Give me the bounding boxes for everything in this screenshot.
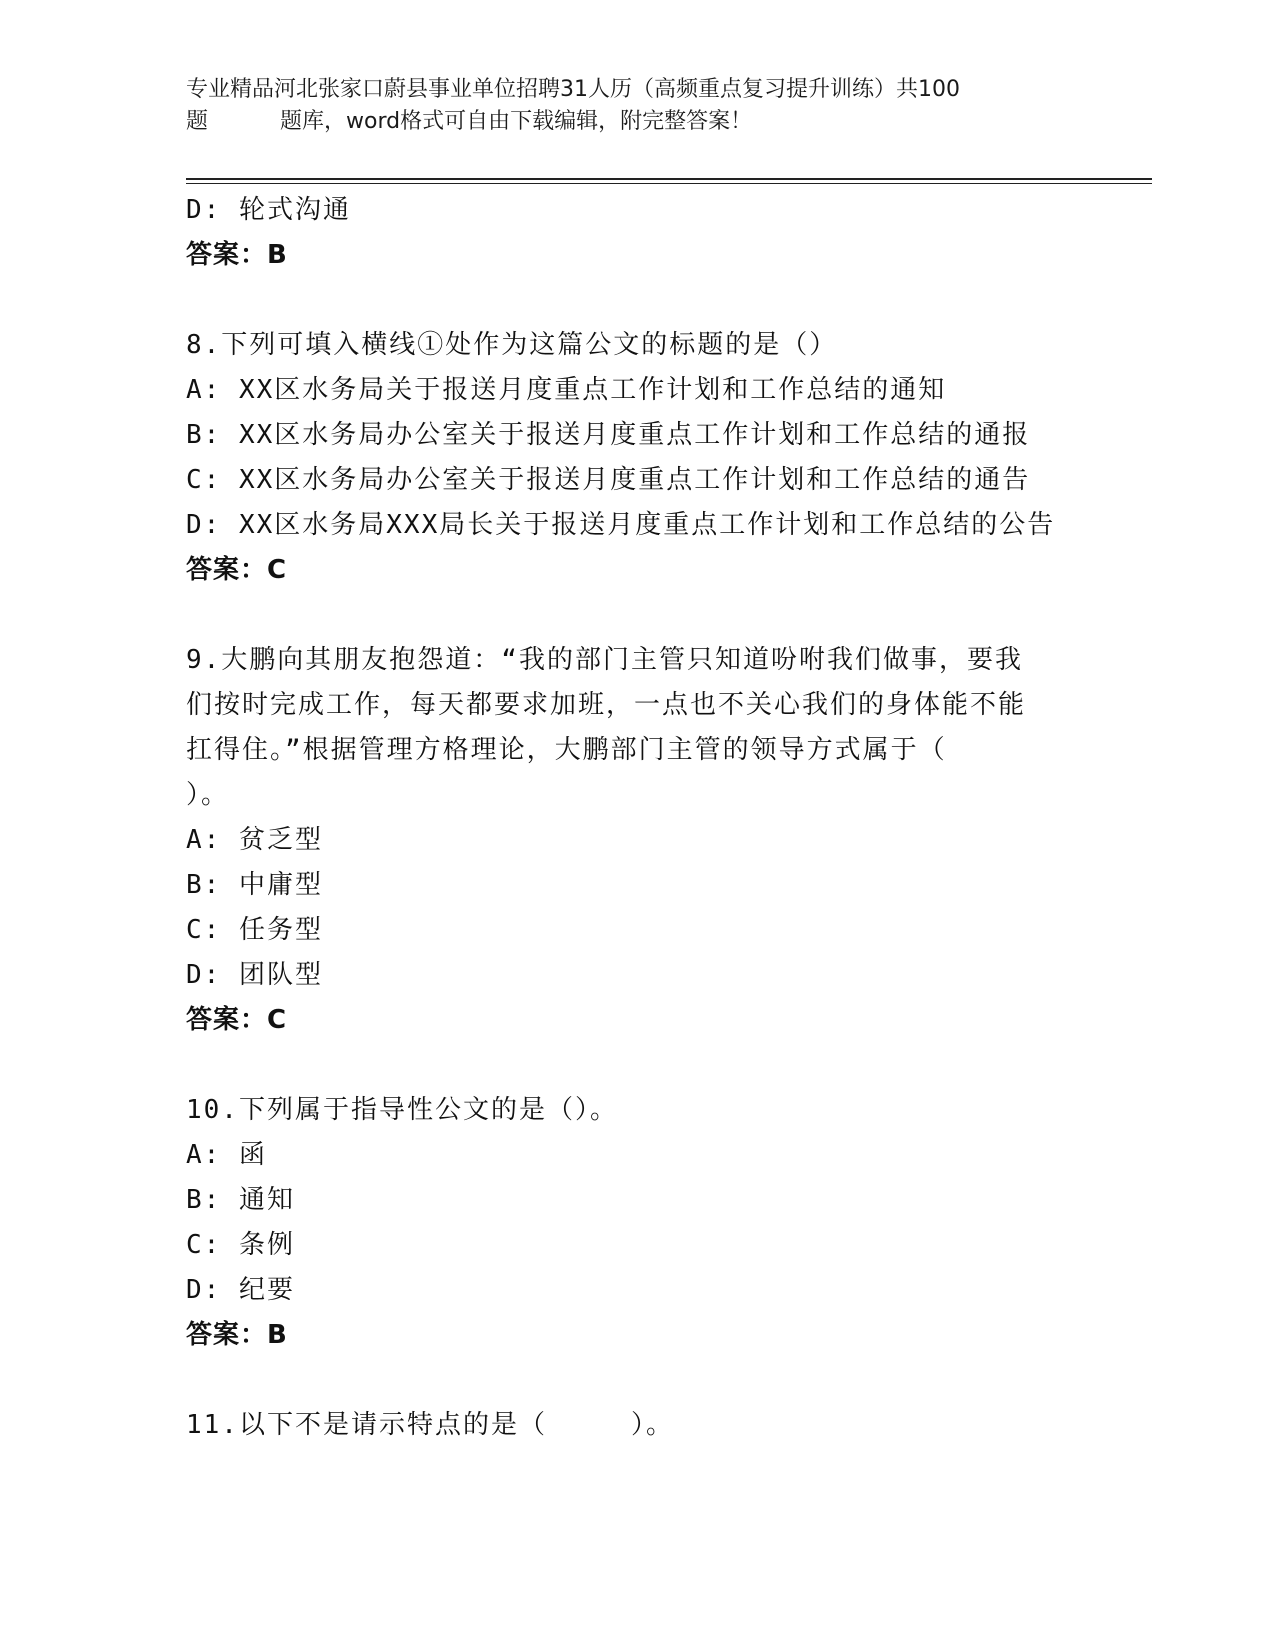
q8-option-d: D: XX区水务局XXX局长关于报送月度重点工作计划和工作总结的公告 xyxy=(186,510,1056,540)
q10-option-c: C: 条例 xyxy=(186,1230,295,1260)
q9-answer: 答案：C xyxy=(186,1005,288,1035)
header-divider-thick xyxy=(186,178,1152,180)
q8-option-a: A: XX区水务局关于报送月度重点工作计划和工作总结的通知 xyxy=(186,375,947,405)
q11-stem: 11.以下不是请示特点的是（ ）。 xyxy=(186,1410,674,1440)
q7-answer: 答案：B xyxy=(186,240,288,270)
q9-stem-line1: 9.大鹏向其朋友抱怨道：“我的部门主管只知道吩咐我们做事，要我 xyxy=(186,645,1023,675)
header-gap xyxy=(208,106,280,138)
spacer xyxy=(186,278,1152,323)
spacer xyxy=(186,1358,1152,1403)
header-divider-thin xyxy=(186,183,1152,184)
spacer xyxy=(186,593,1152,638)
q10-stem: 10.下列属于指导性公文的是（）。 xyxy=(186,1095,618,1125)
q9-option-b: B: 中庸型 xyxy=(186,870,323,900)
spacer xyxy=(186,1043,1152,1088)
header-title-line1: 专业精品河北张家口蔚县事业单位招聘31人历（高频重点复习提升训练）共100 xyxy=(186,77,960,102)
q8-option-b: B: XX区水务局办公室关于报送月度重点工作计划和工作总结的通报 xyxy=(186,420,1031,450)
q10-answer: 答案：B xyxy=(186,1320,288,1350)
q9-stem-line3: 扛得住。”根据管理方格理论，大鹏部门主管的领导方式属于（ xyxy=(186,735,947,765)
question-content xyxy=(186,188,1152,1448)
q9-option-c: C: 任务型 xyxy=(186,915,323,945)
header-title-line2-end: 题库，word格式可自由下载编辑，附完整答案！ xyxy=(280,109,753,134)
q8-option-c: C: XX区水务局办公室关于报送月度重点工作计划和工作总结的通告 xyxy=(186,465,1031,495)
q10-option-a: A: 函 xyxy=(186,1140,267,1170)
q8-answer: 答案：C xyxy=(186,555,288,585)
q10-option-b: B: 通知 xyxy=(186,1185,295,1215)
page-header xyxy=(186,74,1086,138)
q9-option-a: A: 贫乏型 xyxy=(186,825,323,855)
q8-stem: 8.下列可填入横线①处作为这篇公文的标题的是（） xyxy=(186,330,838,360)
q9-stem-line4: ）。 xyxy=(186,780,230,810)
q10-option-d: D: 纪要 xyxy=(186,1275,295,1305)
q7-option-d: D: 轮式沟通 xyxy=(186,195,351,225)
header-title-line2 xyxy=(186,106,1086,138)
header-title-line2-start: 题 xyxy=(186,109,209,134)
q9-stem-line2: 们按时完成工作，每天都要求加班，一点也不关心我们的身体能不能 xyxy=(186,690,1027,720)
q9-option-d: D: 团队型 xyxy=(186,960,323,990)
